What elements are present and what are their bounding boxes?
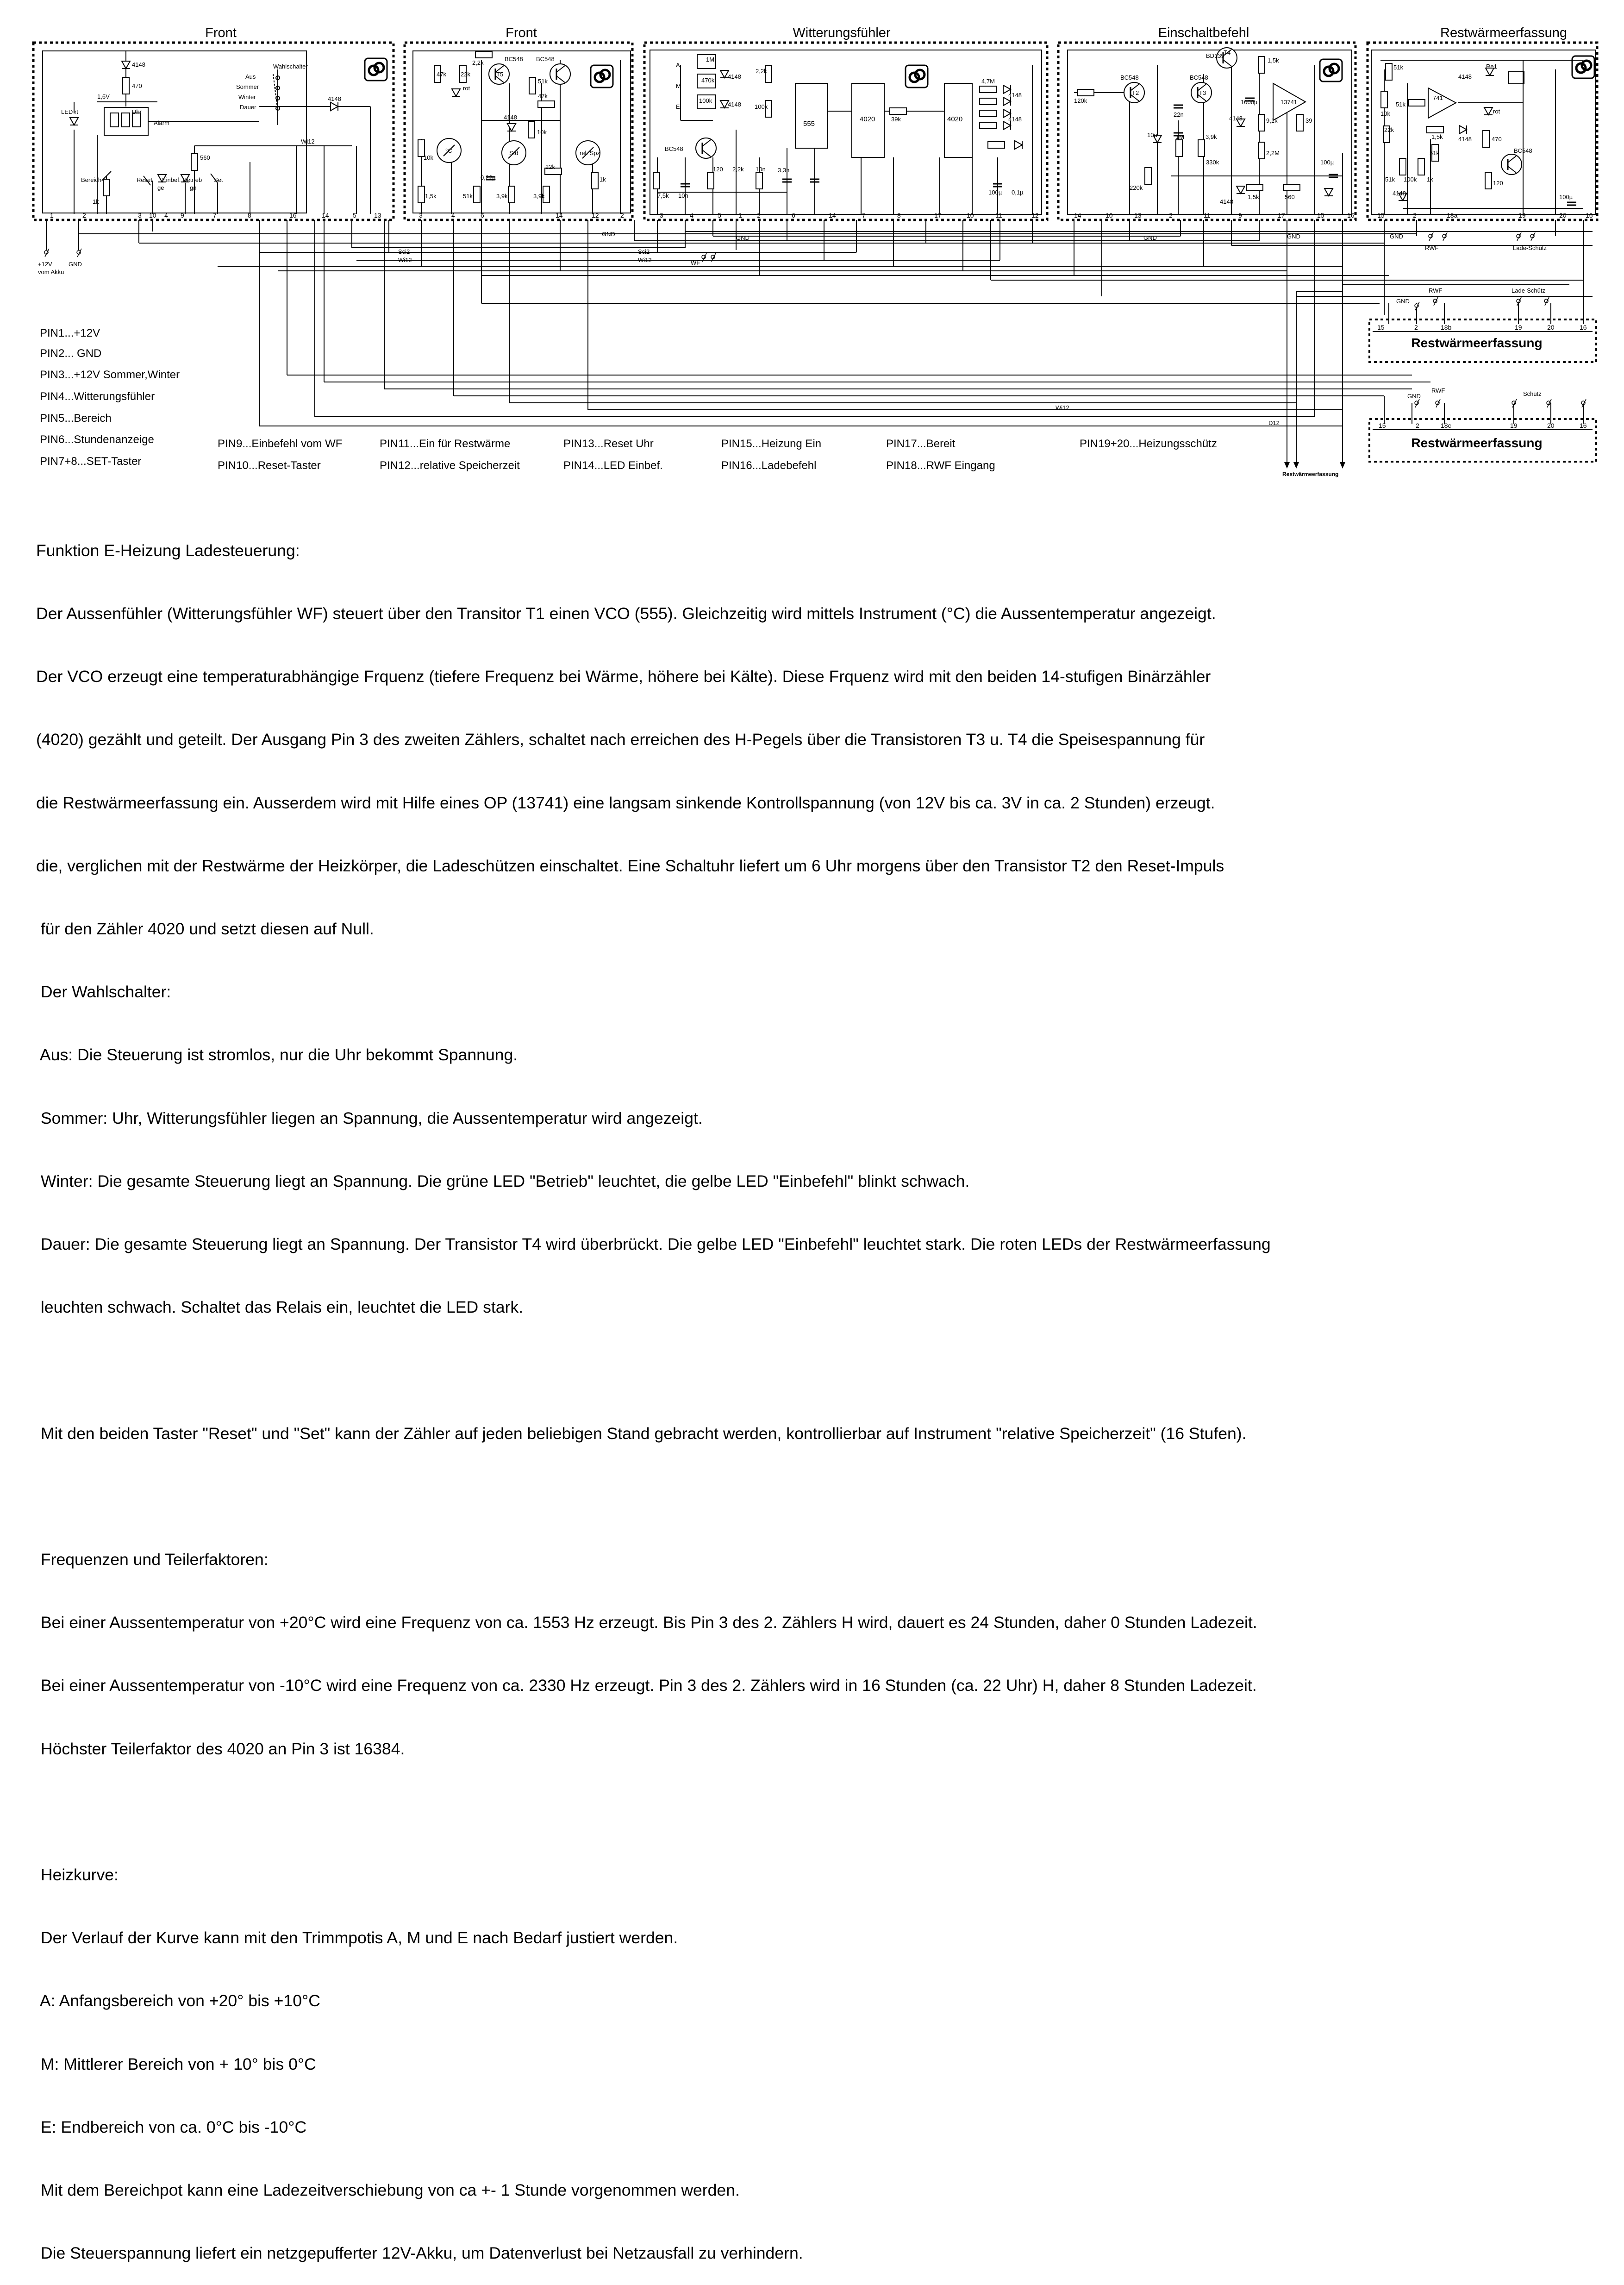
connector-label: GND [69, 261, 82, 268]
pin-number: 18a [1447, 212, 1458, 219]
pin-number: 10 [967, 212, 974, 219]
front2-label: 0,22µ [481, 174, 496, 181]
restwaerme-arrow-label: Restwärmeerfassung [1282, 471, 1339, 477]
einschalt-label: 10µ [1147, 131, 1157, 138]
pin-number: 6 [481, 212, 484, 219]
pin-number: 16 [1580, 422, 1587, 429]
front1-label: ge [157, 184, 164, 191]
rw-label: 51k [1393, 64, 1403, 71]
pin-number: 14 [322, 212, 329, 219]
pin-legend-item: PIN9...Einbefehl vom WF [218, 438, 343, 450]
pin-legend-item: PIN10...Reset-Taster [218, 459, 321, 472]
rw-label: 51k [1396, 101, 1405, 108]
description-line: Der Verlauf der Kurve kann mit den Trimmpotis A, M und E nach Bedarf justiert werden. [36, 1928, 678, 1947]
einschalt-label: 22n [1174, 111, 1184, 118]
einschalt-label: BC548 [1120, 74, 1139, 81]
front2-label: 1,5k [425, 193, 437, 200]
pin-number: 10 [1106, 212, 1113, 219]
rw-label: 51k [1430, 150, 1439, 157]
pin-legend-item: PIN16...Ladebefehl [721, 459, 817, 472]
pin-legend-item: PIN4...Witterungsfühler [40, 390, 155, 403]
module-rwf-label: RWF [1431, 387, 1445, 394]
wf-label: A [676, 62, 680, 69]
pin-number: 12 [592, 212, 599, 219]
rw-label: 120 [1493, 180, 1503, 187]
front2-label: 47k [437, 71, 446, 78]
rw-label: 4148 [1458, 136, 1472, 143]
rw-label: 100µ [1559, 194, 1573, 200]
wf-label: 39k [891, 116, 901, 123]
connector-label: Wi12 [398, 257, 412, 263]
wf-label: 4148 [1008, 92, 1022, 99]
einschalt-label: 13741 [1280, 99, 1298, 106]
connector-label: Lade-Schütz [1513, 244, 1547, 251]
connector-label: vom Akku [38, 269, 64, 275]
wf-label: 4148 [728, 73, 741, 80]
pin-number: 13 [374, 212, 381, 219]
connector-label: GND [1143, 234, 1157, 241]
pin-number: 18b [1441, 324, 1452, 331]
pin-number: 15 [1377, 212, 1385, 219]
pin-legend-item: PIN14...LED Einbef. [563, 459, 663, 472]
section-box-front1 [33, 43, 394, 220]
connector-label: Wi12 [638, 257, 652, 263]
pin-number: 8 [897, 212, 901, 219]
pin-number: 1 [50, 212, 54, 219]
pin-number: 15 [1377, 324, 1385, 331]
description-line: Heizkurve: [36, 1866, 119, 1884]
front1-label: Set [214, 176, 223, 183]
pin-number: 2 [1413, 212, 1417, 219]
pin-legend-item: PIN17...Bereit [886, 438, 956, 450]
pin-legend-item: PIN3...+12V Sommer,Winter [40, 369, 180, 381]
pin-legend-item: PIN7+8...SET-Taster [40, 455, 142, 468]
wf-label: 3,3n [778, 167, 790, 174]
pin-legend-item: PIN15...Heizung Ein [721, 438, 822, 450]
pin-number: 3 [660, 212, 663, 219]
pin-legend-item: PIN18...RWF Eingang [886, 459, 995, 472]
pin-number: 11 [1204, 212, 1211, 219]
description-line: Der VCO erzeugt eine temperaturabhängige Frquenz (tiefere Frequenz bei Wärme, höhere bei Kälte). Diese Frquenz wird mit den beiden 14-stufigen Binärzähler [36, 667, 1211, 686]
pin-number: 2 [757, 212, 761, 219]
wf-label: 470k [701, 77, 715, 84]
pin-number: 15 [1317, 212, 1324, 219]
front2-label: 51k [463, 193, 473, 200]
rw-label: 4148 [1393, 190, 1406, 197]
section-title: Restwärmeerfassung [1440, 25, 1567, 40]
module-title: Restwärmeerfassung [1411, 436, 1543, 450]
pin-number: 2 [1416, 422, 1419, 429]
front1-circuit [74, 51, 370, 214]
section-box-wf [644, 43, 1047, 220]
description-line [36, 1486, 1601, 1507]
pin-number: 2 [1414, 324, 1418, 331]
pin-number: 16 [1347, 212, 1355, 219]
rw-label: 1,5k [1431, 133, 1443, 140]
pin-number: 16 [1586, 212, 1593, 219]
einschalt-label: 1000µ [1241, 99, 1258, 106]
description-line [36, 1360, 1601, 1381]
front1-label: 470 [132, 82, 142, 89]
description-line: A: Anfangsbereich von +20° bis +10°C [36, 1991, 320, 2010]
einschalt-label: 4148 [1220, 198, 1233, 205]
pin-number: 17 [1278, 212, 1285, 219]
description-line: Höchster Teilerfaktor des 4020 an Pin 3 ist 16384. [36, 1739, 405, 1758]
gear-logo-icon [1572, 56, 1594, 78]
front1-label: 1k [93, 198, 99, 205]
front2-label: 3,9k [533, 193, 545, 200]
connector-label: WF [691, 259, 700, 266]
pin-number: 20 [1547, 422, 1555, 429]
pin-number: 19 [1515, 324, 1522, 331]
einschalt-label: 1M [1176, 133, 1185, 140]
rw-label: 4148 [1458, 73, 1472, 80]
pin-number: 10 [149, 212, 156, 219]
pin-number: 19 [1510, 422, 1518, 429]
connector-label: GND [1287, 233, 1300, 240]
description-line: E: Endbereich von ca. 0°C bis -10°C [36, 2117, 307, 2136]
einschalt-label: 100µ [1320, 159, 1334, 166]
pin-number: 3 [419, 212, 423, 219]
front1-label: Wi12 [301, 138, 315, 145]
pin-legend-item: PIN1...+12V [40, 327, 100, 339]
einschalt-label: 9,1k [1266, 117, 1278, 124]
front2-label: Std [509, 150, 518, 157]
einschalt-label: 1,5k [1248, 194, 1259, 200]
description-line: leuchten schwach. Schaltet das Relais ein, leuchtet die LED stark. [36, 1298, 524, 1317]
rw-label: 22k [1384, 126, 1394, 133]
section-title: Einschaltbefehl [1158, 25, 1249, 40]
einschalt-label: 330k [1206, 159, 1219, 166]
rw-label: 10k [1380, 110, 1390, 117]
pin-number: 20 [1547, 324, 1555, 331]
wf-label: BC548 [665, 145, 683, 152]
einschalt-label: 560 [1285, 194, 1295, 200]
section-title: Front [205, 25, 237, 40]
front2-label: 1k [600, 176, 606, 183]
wf-label: 4020 [860, 115, 875, 123]
pin-number: 14 [1074, 212, 1081, 219]
pin-legend-item: PIN2... GND [40, 347, 102, 360]
pin-legend-item: PIN11...Ein für Restwärme [380, 438, 511, 450]
wf-label: 10n [756, 166, 766, 173]
wf-label: 4148 [728, 101, 741, 108]
pin-legend-item: PIN5...Bereich [40, 412, 112, 425]
pin-number: 3 [138, 212, 142, 219]
front2-label: rel. Spz [580, 150, 600, 157]
description-line: Winter: Die gesamte Steuerung liegt an Spannung. Die grüne LED "Betrieb" leuchtet, die gelbe LED "Einbefehl" blinkt schwach. [36, 1171, 970, 1190]
rw-label: rot [1493, 108, 1500, 115]
front2-label: 22k [461, 71, 470, 78]
front1-label: Aus [245, 73, 256, 80]
module-gnd-label: GND [1407, 393, 1421, 400]
description-line: (4020) gezählt und geteilt. Der Ausgang Pin 3 des zweiten Zählers, schaltet nach erreichen des H-Pegels über die Transistoren T3 u. T4 die Speisespannung für [36, 730, 1205, 749]
description-line: Mit dem Bereichpot kann eine Ladezeitverschiebung von ca +- 1 Stunde vorgenommen werden. [36, 2181, 740, 2200]
wf-label: 100k [755, 103, 768, 110]
rw-label: 51k [1385, 176, 1395, 183]
description-line: die Restwärmeerfassung ein. Ausserdem wird mit Hilfe eines OP (13741) eine langsam sinkende Kontrollspannung (von 12V bis ca. 3V in ca. 2 Stunden) erzeugt. [36, 793, 1215, 812]
front1-label: Uhr [132, 108, 142, 115]
pin-number: 2 [620, 212, 624, 219]
rw-label: 470 [1492, 136, 1502, 143]
wf-label: 4,7M [981, 78, 995, 85]
pin-number: 18c [1441, 422, 1451, 429]
front2-label: BC548 [536, 56, 555, 63]
description-line: Die Steuerspannung liefert ein netzgepufferter 12V-Akku, um Datenverlust bei Netzausfall zu verhindern. [36, 2244, 803, 2263]
front1-label: Einbef. [162, 176, 181, 183]
connector-label: D12 [1268, 419, 1280, 426]
pin-number: 12 [1031, 212, 1039, 219]
wf-label: 7,5k [657, 192, 669, 199]
front1-label: Reset [137, 176, 152, 183]
connector-label: Sci2 [638, 248, 650, 255]
gear-logo-icon [365, 58, 387, 81]
wf-label: 120 [713, 166, 723, 173]
front1-label: 1,6V [97, 93, 110, 100]
front2-label: 4148 [504, 114, 517, 121]
front2-label: T5 [496, 71, 504, 78]
description-line: Bei einer Aussentemperatur von -10°C wird eine Frequenz von ca. 2330 Hz erzeugt. Pin 3 des 2. Zählers wird in 16 Stunden (ca. 22 Uhr) H, daher 8 Stunden Ladezeit. [36, 1676, 1257, 1695]
wf-label: 10n [678, 192, 688, 199]
pin-number: 13 [1134, 212, 1142, 219]
description-line: für den Zähler 4020 und setzt diesen auf Null. [36, 920, 374, 939]
description-line: Der Wahlschalter: [36, 983, 171, 1002]
pin-number: 20 [1559, 212, 1567, 219]
description-text [36, 498, 1601, 2285]
front1-label: Sommer [236, 83, 259, 90]
front1-label: gn [190, 184, 197, 191]
pin-number: 19 [1518, 212, 1526, 219]
wf-label: 2,2k [732, 166, 744, 173]
rw-label: Re1 [1486, 63, 1497, 70]
front2-label: °C [445, 147, 452, 154]
wf-label: 4148 [1008, 116, 1022, 123]
front2-label: BC548 [505, 56, 523, 63]
front2-label: 51k [538, 78, 548, 85]
front1-label: 560 [200, 154, 210, 161]
wf-label: 555 [803, 120, 815, 128]
front2-label: 10k [424, 154, 433, 161]
einschalt-label: 220k [1130, 184, 1143, 191]
pin-number: 15 [1379, 422, 1386, 429]
description-line: Mit den beiden Taster "Reset" und "Set" kann der Zähler auf jeden beliebigen Stand gebracht werden, kontrollierbar auf Instrument "relative Speicherzeit" (16 Stufen). [36, 1424, 1247, 1443]
description-line: Der Aussenfühler (Witterungsfühler WF) steuert über den Transitor T1 einen VCO (555). Gleichzeitig wird mittels Instrument (°C) die Aussentemperatur angezeigt. [36, 604, 1216, 623]
description-line [36, 1802, 1601, 1822]
einschalt-label: 3,9k [1206, 133, 1217, 140]
einschalt-label: T3 [1199, 89, 1206, 96]
section-box-einschalt [1058, 43, 1355, 220]
section-title: Witterungsfühler [793, 25, 891, 40]
pin-number: 7 [862, 212, 866, 219]
pin-number: 17 [934, 212, 942, 219]
front1-label: Winter [238, 94, 256, 100]
connector-label: GND [1390, 233, 1403, 240]
front2-label: 3,9k [496, 193, 508, 200]
einschalt-label: 4148 [1229, 115, 1243, 122]
front1-label: Alarm [154, 119, 169, 126]
description-line: die, verglichen mit der Restwärme der Heizkörper, die Ladeschützen einschaltet. Eine Schaltuhr liefert um 6 Uhr morgens über den Transistor T2 den Reset-Impuls [36, 856, 1224, 875]
front2-label: 22k [545, 163, 555, 170]
gear-logo-icon [906, 65, 928, 88]
pin-legend-item: PIN13...Reset Uhr [563, 438, 654, 450]
pin-number: 14 [556, 212, 563, 219]
wf-label: 100µ [988, 189, 1002, 196]
wf-label: M [676, 82, 681, 89]
pin-number: 16 [1580, 324, 1587, 331]
wf-label: 0,1µ [1012, 189, 1024, 196]
description-line: M: Mittlerer Bereich von + 10° bis 0°C [36, 2054, 316, 2073]
einschalt-label: 2,2M [1266, 150, 1280, 157]
description-line: Funktion E-Heizung Ladesteuerung: [36, 541, 300, 560]
front1-label: 4148 [132, 61, 145, 68]
module-schuetz-label: Schütz [1523, 390, 1542, 397]
section-title: Front [506, 25, 537, 40]
connector-label: GND [736, 234, 750, 241]
description-line: Aus: Die Steuerung ist stromlos, nur die Uhr bekommt Spannung. [36, 1045, 518, 1064]
description-line: Frequenzen und Teilerfaktoren: [36, 1550, 269, 1569]
front1-label: 4148 [328, 95, 341, 102]
description-line: Sommer: Uhr, Witterungsfühler liegen an Spannung, die Aussentemperatur wird angezeigt. [36, 1108, 703, 1127]
pin-number: 4 [690, 212, 693, 219]
pin-number: 4 [451, 212, 455, 219]
pin-number: 16 [289, 212, 297, 219]
pin-number: 9 [181, 212, 184, 219]
module-title: Restwärmeerfassung [1411, 336, 1543, 350]
front1-label: Wahlschalter [273, 63, 308, 70]
pin-number: 9 [1238, 212, 1242, 219]
front1-label: Dauer [240, 104, 256, 111]
einschalt-label: 39 [1305, 117, 1312, 124]
front2-label: 47k [538, 93, 548, 100]
einschalt-label: 1,5k [1268, 57, 1279, 64]
connector-label: +12V [38, 261, 52, 268]
description-line: Bei einer Aussentemperatur von +20°C wird eine Frequenz von ca. 1553 Hz erzeugt. Bis Pin 3 des 2. Zählers H wird, dauert es 24 Stunden, daher 0 Stunden Ladezeit. [36, 1613, 1257, 1632]
connector-label: GND [602, 231, 615, 238]
front1-label: LED rt [61, 108, 78, 115]
pin-number: 1 [738, 212, 742, 219]
module-gnd-label: GND [1396, 298, 1410, 305]
module-rwf-label: RWF [1429, 287, 1443, 294]
einschalt-label: 120k [1074, 97, 1087, 104]
einschalt-label: BD139 [1206, 52, 1224, 59]
connector-label: Sci2 [398, 248, 410, 255]
wf-label: 100k [699, 97, 712, 104]
pin-legend-item: PIN19+20...Heizungsschütz [1080, 438, 1217, 450]
einschalt-label: BC548 [1190, 74, 1208, 81]
pin-number: 4 [164, 212, 168, 219]
rw-label: 1k [1427, 176, 1433, 183]
wf-label: 2,2k [756, 68, 767, 75]
pin-number: 2 [1169, 212, 1173, 219]
front1-label: Bereich [81, 176, 102, 183]
front2-label: rot [463, 85, 470, 92]
pin-number: 5 [718, 212, 721, 219]
front2-label: 2,2k [472, 59, 484, 66]
module-schuetz-label: Lade-Schütz [1512, 287, 1545, 294]
pin-number: 6 [792, 212, 795, 219]
pin-number: 14 [829, 212, 836, 219]
pin-number: 8 [248, 212, 251, 219]
wf-label: 4020 [947, 115, 963, 123]
connector-label: RWF [1425, 244, 1439, 251]
description-line: Dauer: Die gesamte Steuerung liegt an Spannung. Der Transistor T4 wird überbrückt. Die gelbe LED "Einbefehl" leuchtet stark. Die roten LEDs der Restwärmeerfassung [36, 1235, 1271, 1254]
rw-label: 100k [1404, 176, 1417, 183]
pin-legend-item: PIN6...Stundenanzeige [40, 433, 154, 446]
pin-number: 5 [353, 212, 356, 219]
einschalt-label: T4 [1224, 49, 1231, 56]
connector-label: Wi12 [1056, 404, 1069, 411]
wf-label: 1M [706, 56, 715, 63]
circuit-schematic [0, 0, 1624, 491]
einschalt-label: T2 [1132, 89, 1139, 96]
front2-label: 10k [537, 129, 547, 136]
wf-label: E [676, 103, 680, 110]
gear-logo-icon [591, 65, 613, 88]
rw-label: BC548 [1514, 147, 1532, 154]
gear-logo-icon [1320, 59, 1342, 81]
pin-number: 7 [213, 212, 217, 219]
pin-legend-item: PIN12...relative Speicherzeit [380, 459, 520, 472]
pin-number: 2 [82, 212, 86, 219]
front1-label: Betrieb [183, 176, 202, 183]
rw-label: 741 [1433, 94, 1443, 101]
pin-number: 11 [995, 212, 1002, 219]
